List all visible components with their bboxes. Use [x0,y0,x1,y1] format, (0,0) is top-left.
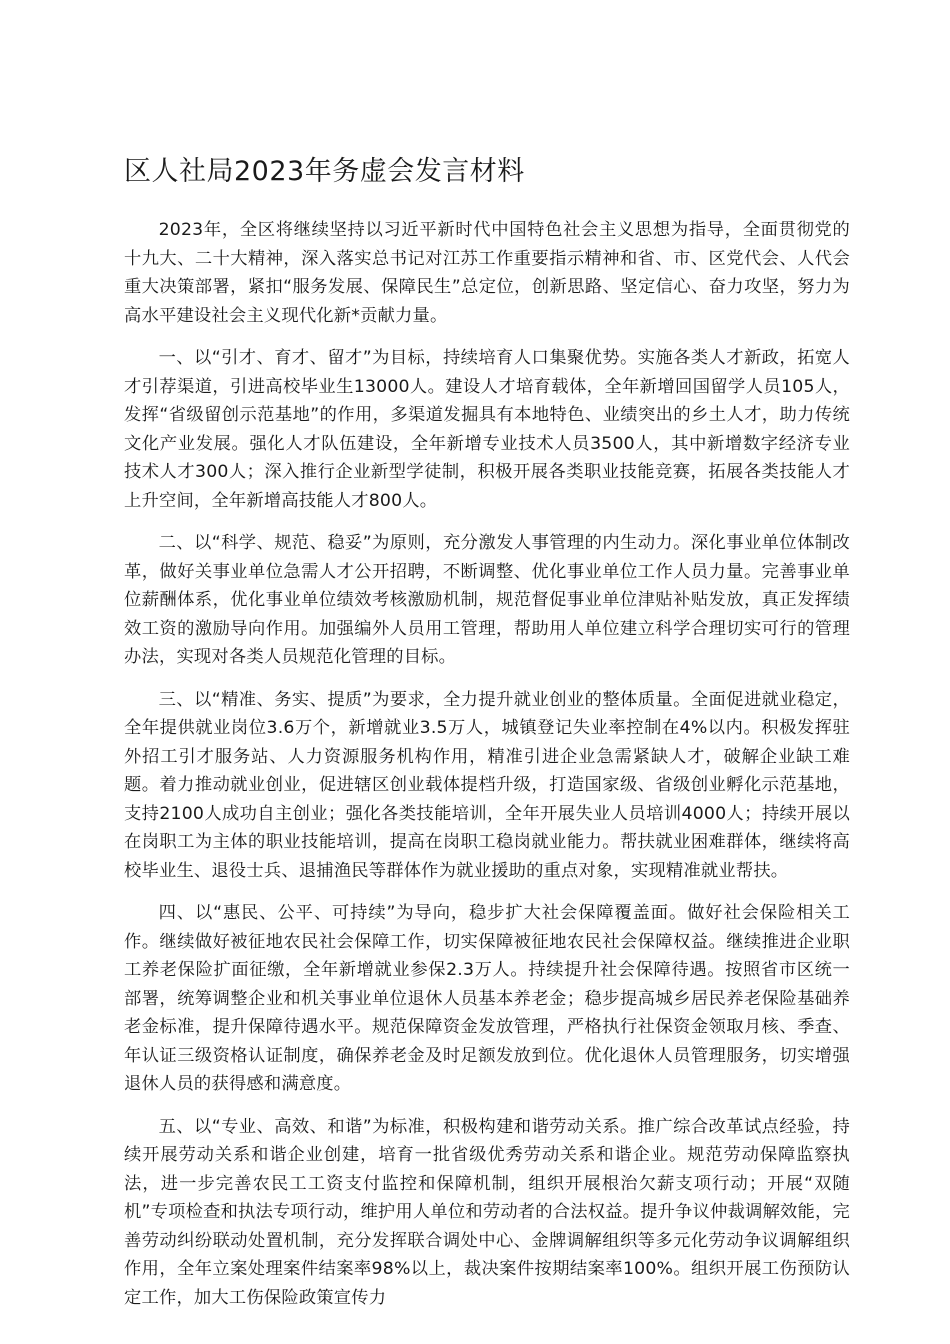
document-title: 区人社局2023年务虚会发言材料 [124,156,525,187]
paragraph-labor-relations: 五、以“专业、高效、和谐”为标准，积极构建和谐劳动关系。推广综合改革试点经验，持续开展劳动关系和谐企业创建，培育一批省级优秀劳动关系和谐企业。规范劳动保障监察执法，进一步完善农民工工资支付监控和保障机制，组织开展根治欠薪支项行动；开展“双随机”专项检查和执法专项行动，维护用人单位和劳动者的合法权益。提升争议仲裁调解效能，完善劳动纠纷联动处置机制，充分发挥联合调处中心、金牌调解组织等多元化劳动争议调解组织作用，全年立案处理案件结案率98%以上，裁决案件按期结案率100%。组织开展工伤预防认定工作，加大工伤保险政策宣传力 [124,1116,850,1308]
document-page [124,152,850,1326]
paragraph-employment: 三、以“精准、务实、提质”为要求，全力提升就业创业的整体质量。全面促进就业稳定，全年提供就业岗位3.6万个，新增就业3.5万人，城镇登记失业率控制在4%以内。积极发挥驻外招工引才服务站、人力资源服务机构作用，精准引进企业急需紧缺人才，破解企业缺工难题。着力推动就业创业，促进辖区创业载体提档升级，打造国家级、省级创业孵化示范基地，支持2100人成功自主创业；强化各类技能培训，全年开展失业人员培训4000人；持续开展以在岗职工为主体的职业技能培训，提高在岗职工稳岗就业能力。帮扶就业困难群体，继续将高校毕业生、退役士兵、退捕渔民等群体作为就业援助的重点对象，实现精准就业帮扶。 [124,689,850,881]
paragraph-talent: 一、以“引才、育才、留才”为目标，持续培育人口集聚优势。实施各类人才新政，拓宽人才引荐渠道，引进高校毕业生13000人。建设人才培育载体，全年新增回国留学人员105人，发挥“省级留创示范基地”的作用，多渠道发掘具有本地特色、业绩突出的乡土人才，助力传统文化产业发展。强化人才队伍建设，全年新增专业技术人员3500人，其中新增数字经济专业技术人才300人；深入推行企业新型学徒制，积极开展各类职业技能竞赛，拓展各类技能人才上升空间，全年新增高技能人才800人。 [124,348,850,511]
paragraph-social-security: 四、以“惠民、公平、可持续”为导向，稳步扩大社会保障覆盖面。做好社会保险相关工作。继续做好被征地农民社会保障工作，切实保障被征地农民社会保障权益。继续推进企业职工养老保险扩面征缴，全年新增就业参保2.3万人。持续提升社会保障待遇。按照省市区统一部署，统筹调整企业和机关事业单位退休人员基本养老金；稳步提高城乡居民养老保险基础养老金标准，提升保障待遇水平。规范保障资金发放管理，严格执行社保资金领取月核、季查、年认证三级资格认证制度，确保养老金及时足额发放到位。优化退休人员管理服务，切实增强退休人员的获得感和满意度。 [124,903,850,1094]
paragraph-personnel: 二、以“科学、规范、稳妥”为原则，充分激发人事管理的内生动力。深化事业单位体制改革，做好关事业单位急需人才公开招聘，不断调整、优化事业单位工作人员力量。完善事业单位薪酬体系，优化事业单位绩效考核激励机制，规范督促事业单位津贴补贴发放，真正发挥绩效工资的激励导向作用。加强编外人员用工管理，帮助用人单位建立科学合理切实可行的管理办法，实现对各类人员规范化管理的目标。 [124,533,850,667]
paragraph-intro: 2023年，全区将继续坚持以习近平新时代中国特色社会主义思想为指导，全面贯彻党的十九大、二十大精神，深入落实总书记对江苏工作重要指示精神和省、市、区党代会、人代会重大决策部署，紧扣“服务发展、保障民生”总定位，创新思路、坚定信心、奋力攻坚，努力为高水平建设社会主义现代化新*贡献力量。 [124,220,850,326]
